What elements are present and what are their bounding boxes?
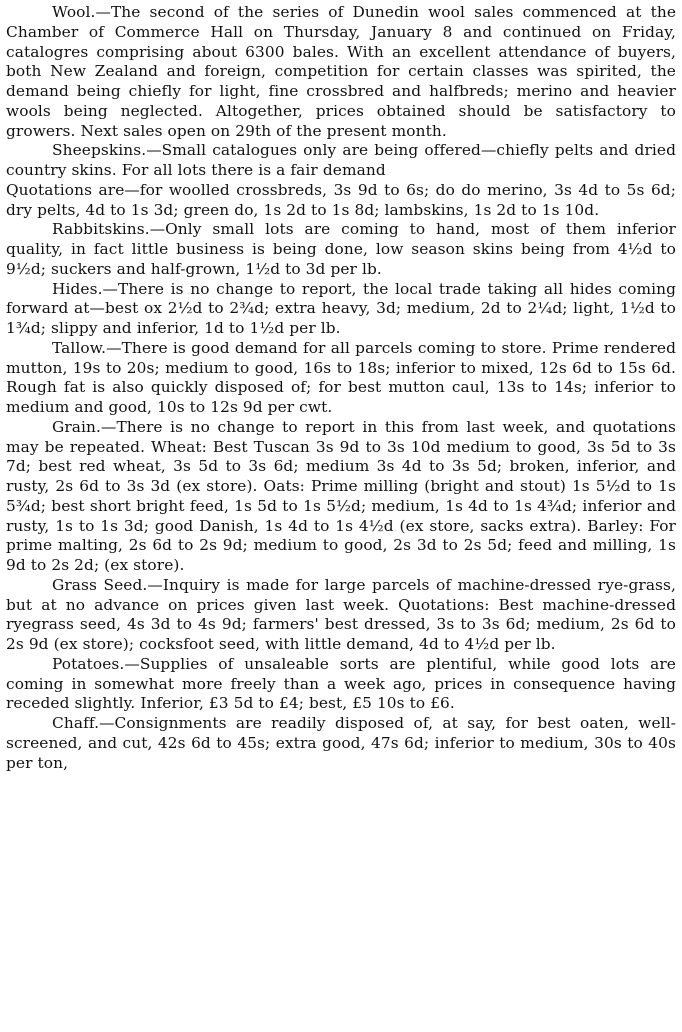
- text-wool: —The second of the series of Dunedin wool sales commenced at the Chamber of Commerce Hall on Thursday, January 8 and continued on Friday, catalogres comprising about 6300 bales. With an excellent attendance of buyers, both New Zealand and foreign, competition for certain classes was spirited, the demand being chiefly for light, fine crossbred and halfbreds; merino and heavier wools being neglected. Altogether, prices obtained should be satisfactory to growers. Next sales open on 29th of the present month.: [6, 3, 676, 140]
- text-sheepskins-quotations: Quotations are—for woolled crossbreds, 3s 9d to 6s; do do merino, 3s 4d to 5s 6d; dry pelts, 4d to 1s 3d; green do, 1s 2d to 1s 8d; lambskins, 1s 2d to 1s 10d.: [6, 180, 676, 219]
- text-hides: —There is no change to report, the local trade taking all hides coming forward at—best ox 2½d to 2¾d; extra heavy, 3d; medium, 2d to 2¼d; light, 1½d to 1¾d; slippy and inferior, 1d to 1½d per lb.: [6, 279, 676, 337]
- text-rabbitskins: —Only small lots are coming to hand, most of them inferior quality, in fact little business is being done, low season skins being from 4½d to 9½d; suckers and half-grown, 1½d to 3d per lb.: [6, 220, 676, 278]
- paragraph-tallow: [6, 339, 676, 418]
- text-potatoes: —Supplies of unsaleable sorts are plentiful, while good lots are coming in somewhat more freely than a week ago, prices in consequence having receded slightly. Inferior, £3 5d to £4; best, £5 10s to £6.: [6, 654, 676, 713]
- text-sheepskins: —Small catalogues only are being offered—chiefly pelts and dried country skins. For all lots there is a fair demand: [6, 141, 676, 179]
- text-tallow: —There is good demand for all parcels coming to store. Prime rendered mutton, 19s to 20s; medium to good, 16s to 18s; inferior to mixed, 12s 6d to 15s 6d. Rough fat is also quickly disposed of; for best mutton caul, 13s to 14s; inferior to medium and good, 10s to 12s 9d per cwt.: [6, 338, 676, 416]
- heading-wool: Wool.: [52, 3, 96, 21]
- heading-potatoes: Potatoes.: [52, 654, 125, 673]
- paragraph-grass-seed: [6, 576, 676, 655]
- text-grain: —There is no change to report in this from last week, and quotations may be repeated. Wheat: Best Tuscan 3s 9d to 3s 10d medium to good, 3s 5d to 3s 7d; best red wheat, 3s 5d to 3s 6d; medium 3s 4d to 3s 5d; broken, inferior, and rusty, 2s 6d to 3s 3d (ex store). Oats: Prime milling (bright and stout) 1s 5½d to 1s 5¾d; best short bright feed, 1s 5d to 1s 5½d; medium, 1s 4d to 1s 4¾d; inferior and rusty, 1s to 1s 3d; good Danish, 1s 4d to 1s 4½d (ex store, sacks extra). Barley: For prime malting, 2s 6d to 2s 9d; medium to good, 2s 3d to 2s 5d; feed and milling, 1s 9d to 2s 2d; (ex store).: [6, 417, 676, 574]
- paragraph-sheepskins: [6, 141, 676, 181]
- heading-grain: Grain.: [52, 417, 102, 436]
- paragraph-chaff: [6, 714, 676, 773]
- paragraph-sheepskins-quotations: [6, 181, 676, 221]
- paragraph-hides: [6, 280, 676, 339]
- heading-sheepskins: Sheepskins.: [52, 141, 147, 160]
- heading-chaff: Chaff.: [52, 714, 100, 732]
- paragraph-rabbitskins: [6, 220, 676, 279]
- paragraph-wool: [6, 3, 676, 141]
- heading-hides: Hides.: [52, 279, 103, 298]
- heading-tallow: Tallow.: [52, 338, 107, 357]
- paragraph-grain: [6, 418, 676, 576]
- text-chaff: —Consignments are readily disposed of, at say, for best oaten, well-screened, and cut, 42s 6d to 45s; extra good, 47s 6d; inferior to medium, 30s to 40s per ton,: [6, 714, 676, 772]
- text-grass-seed: —Inquiry is made for large parcels of machine-dressed rye-grass, but at no advance on prices given last week. Quotations: Best machine-dressed ryegrass seed, 4s 3d to 4s 9d; farmers' best dressed, 3s to 3s 6d; medium, 2s 6d to 2s 9d (ex store); cocksfoot seed, with little demand, 4d to 4½d per lb.: [6, 575, 676, 653]
- heading-rabbitskins: Rabbitskins.: [52, 220, 150, 239]
- heading-grass-seed: Grass Seed.: [52, 575, 148, 594]
- paragraph-potatoes: [6, 655, 676, 714]
